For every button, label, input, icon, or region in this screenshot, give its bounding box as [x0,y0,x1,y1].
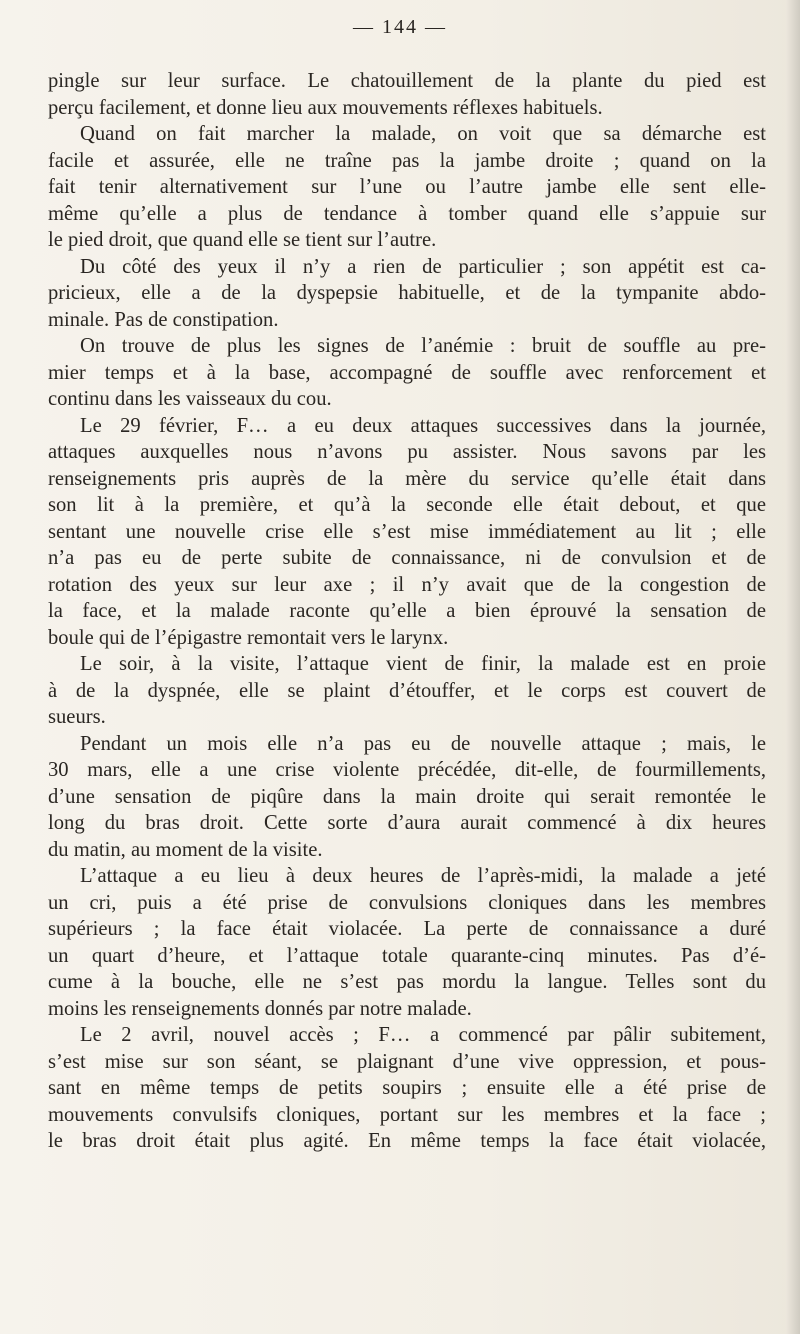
text-line: perçu facilement, et donne lieu aux mouvements réflexes habituels. [48,96,603,119]
text-line: s’est mise sur son séant, se plaignant d’une vive oppression, et pous- [48,1050,766,1073]
page-number: — 144 — [353,16,447,38]
text-line: long du bras droit. Cette sorte d’aura aurait commencé à dix heures [48,812,766,834]
text-line: n’a pas eu de perte subite de connaissance, ni de convulsion et de [48,547,766,569]
text-line: un cri, puis a été prise de convulsions cloniques dans les membres [48,891,766,914]
text-line: supérieurs ; la face était violacée. La perte de connaissance a duré [48,918,766,940]
text-line: 30 mars, elle a une crise violente précédée, dit-elle, de fourmillements, [48,759,766,781]
text-line: à de la dyspnée, elle se plaint d’étouffer, et le corps est couvert de [48,679,766,702]
text-line: cume à la bouche, elle ne s’est pas mordu la langue. Telles sont du [48,971,766,993]
text-line: un quart d’heure, et l’attaque totale quarante-cinq minutes. Pas d’é- [48,944,766,967]
text-line: Du côté des yeux il n’y a rien de particulier ; son appétit est ca- [80,255,766,278]
text-line: sentant une nouvelle crise elle s’est mise immédiatement au lit ; elle [48,520,766,543]
text-line: sueurs. [48,706,106,728]
text-line: même qu’elle a plus de tendance à tomber quand elle s’appuie sur [48,202,766,225]
text-line: Le soir, à la visite, l’attaque vient de finir, la malade est en proie [80,653,766,675]
text-line: rotation des yeux sur leur axe ; il n’y avait que de la congestion de [48,573,766,596]
text-line: facile et assurée, elle ne traîne pas la jambe droite ; quand on la [48,149,766,172]
text-line: minale. Pas de constipation. [48,308,279,331]
text-line: mouvements convulsifs cloniques, portant sur les membres et la face ; [48,1103,766,1126]
text-line: la face, et la malade raconte qu’elle a bien éprouvé la sensation de [48,600,766,622]
text-line: Le 29 février, F… a eu deux attaques successives dans la journée, [80,414,766,437]
text-line: Quand on fait marcher la malade, on voit que sa démarche est [80,123,766,145]
text-line: L’attaque a eu lieu à deux heures de l’après-midi, la malade a jeté [80,865,766,887]
text-line: moins les renseignements donnés par notre malade. [48,997,472,1020]
text-line: attaques auxquelles nous n’avons pu assister. Nous savons par les [48,441,766,463]
text-line: pingle sur leur surface. Le chatouillement de la plante du pied est [48,70,766,92]
text-line: le pied droit, que quand elle se tient sur l’autre. [48,229,437,251]
text-line: Le 2 avril, nouvel accès ; F… a commencé par pâlir subitement, [80,1024,766,1046]
text-line: du matin, au moment de la visite. [48,838,323,861]
text-line: Pendant un mois elle n’a pas eu de nouvelle attaque ; mais, le [80,732,766,755]
text-line: pricieux, elle a de la dyspepsie habituelle, et de la tympanite abdo- [48,282,766,304]
text-line: continu dans les vaisseaux du cou. [48,388,332,410]
text-line: son lit à la première, et qu’à la seconde elle était debout, et que [48,494,766,516]
text-line: On trouve de plus les signes de l’anémie : bruit de souffle au pre- [80,335,766,357]
page-edge-shadow [786,0,800,1334]
body-text [48,68,766,1155]
text-line: sant en même temps de petits soupirs ; ensuite elle a été prise de [48,1077,766,1099]
text-line: renseignements pris auprès de la mère du service qu’elle était dans [48,467,766,490]
text-line: le bras droit était plus agité. En même temps la face était violacée, [48,1130,766,1152]
text-line: fait tenir alternativement sur l’une ou l’autre jambe elle sent elle- [48,176,766,198]
text-line: d’une sensation de piqûre dans la main droite qui serait remontée le [48,785,766,808]
text-line: boule qui de l’épigastre remontait vers le larynx. [48,626,449,649]
text-line: mier temps et à la base, accompagné de souffle avec renforcement et [48,361,766,384]
